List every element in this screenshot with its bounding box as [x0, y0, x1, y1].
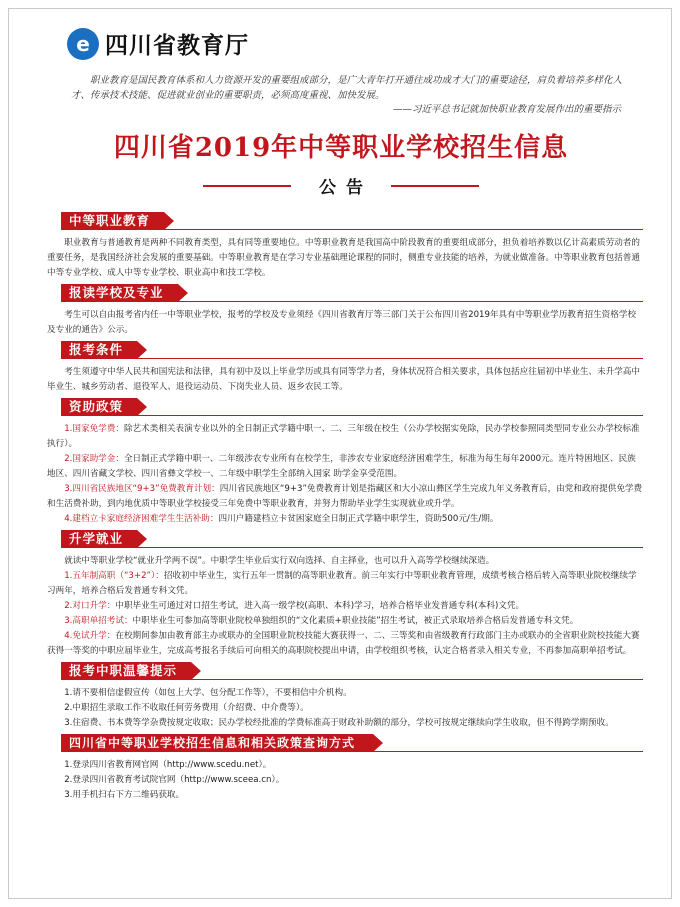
- logo-text: 四川省教育厅: [105, 33, 249, 59]
- item-text: 中职毕业生可通过对口招生考试，进入高一级学校(高职、本科)学习，培养合格毕业发普通专科(本科)文凭。: [115, 601, 525, 611]
- list-item: [47, 629, 643, 659]
- logo: [67, 27, 249, 60]
- section-header: [47, 341, 643, 361]
- list-item: [47, 422, 643, 452]
- poster: [8, 8, 672, 899]
- item-head: 4.免试升学：: [64, 631, 116, 641]
- quote-source: ——习近平总书记就加快职业教育发展作出的重要指示: [392, 104, 621, 115]
- list-item: [47, 482, 643, 512]
- section-label: 报读学校及专业: [61, 284, 178, 302]
- section-header: [47, 734, 643, 754]
- list-item: 1.请不要相信虚假宣传（如包上大学、包分配工作等），不要相信中介机构。: [64, 688, 352, 698]
- subtitle: 公告: [319, 178, 373, 198]
- item-text: 招收初中毕业生，实行五年一贯制的高等职业教育。前三年实行中等职业教育管理，成绩考核合格后转入高等职业院校继续学习两年，培养合格后发普通专科文凭。: [47, 571, 637, 596]
- section-header: [47, 284, 643, 304]
- item-text: 全日制正式学籍中职一、二年级涉农专业所有在校学生，非涉农专业家庭经济困难学生，标准为每生每年2000元。连片特困地区、民族地区、四川省藏文学校、四川省彝文学校一、二年级中职学生全部纳入国家 助学金享受范围。: [47, 454, 636, 479]
- item-head: 1.五年制高职（“3+2”）：: [64, 571, 164, 581]
- item-text: 四川省民族地区“9+3”免费教育计划是指藏区和大小凉山彝区学生完成九年义务教育后，由党和政府提供免学费和生活费补助，到内地优质中等职业学校接受三年免费中等职业教育，并努力帮助毕业学生实现就业或升学。: [47, 484, 643, 509]
- paragraph: 就读中等职业学校“就业升学两不误”。中职学生毕业后实行双向选择、自主择业，也可以升入高等学校继续深造。: [64, 556, 495, 566]
- page-title: 四川省2019年中等职业学校招生信息: [113, 133, 569, 163]
- item-head: 4.建档立卡家庭经济困难学生生活补助：: [64, 514, 219, 524]
- divider-left: [203, 185, 291, 187]
- list-item: [47, 569, 643, 599]
- section-label: 中等职业教育: [61, 212, 164, 230]
- item-head: 3.四川省民族地区“9+3”免费教育计划：: [64, 484, 220, 494]
- subtitle-row: [9, 173, 673, 198]
- quote-text: 职业教育是国民教育体系和人力资源开发的重要组成部分，是广大青年打开通往成功成才大门的重要途径，肩负着培养多样化人才、传承技术技能、促进就业创业的重要职责，必须高度重视、加快发展。: [71, 75, 623, 101]
- list-item: [47, 452, 643, 482]
- item-head: 3.高职单招考试：: [64, 616, 133, 626]
- section-label: 报考条件: [61, 341, 137, 359]
- list-item: [47, 512, 643, 527]
- item-text: 在校期间参加由教育部主办或联办的全国职业院校技能大赛获得一、二、三等奖和由省级教育行政部门主办或联办的全省职业院校技能大赛获得一等奖的中职应届毕业生，完成高考报名手续后可向相关的高职院校提出申请，由学校组织考核，认定合格者录入相关专业，不再参加高职单招考试。: [47, 631, 640, 656]
- list-item: [47, 599, 643, 614]
- list-item: 3.住宿费、书本费等学杂费按规定收取；民办学校经批准的学费标准高于财政补助额的部分，学校可按规定继续向学生收取，但不得跨学期预收。: [64, 718, 614, 728]
- list-item: 1.登录四川省教育网官网（http://www.scedu.net）。: [64, 760, 272, 770]
- section-header: [47, 398, 643, 418]
- item-text: 除艺术类相关表演专业以外的全日制正式学籍中职一、二、三年级在校生（公办学校据实免除，民办学校参照同类型同专业公办学校标准执行）。: [47, 424, 640, 449]
- item-head: 1.国家免学费：: [64, 424, 124, 434]
- paragraph: 考生须遵守中华人民共和国宪法和法律，具有初中及以上毕业学历或具有同等学力者，身体状况符合相关要求，具体包括应往届初中毕业生、未升学高中毕业生、城乡劳动者、退役军人、退役运动员、下岗失业人员、返乡农民工等。: [47, 367, 640, 392]
- section-header: [47, 212, 643, 232]
- item-head: 2.对口升学：: [64, 601, 116, 611]
- section-label: 升学就业: [61, 530, 137, 548]
- section-header: [47, 662, 643, 682]
- section-label: 报考中职温馨提示: [61, 662, 191, 680]
- divider-right: [391, 185, 479, 187]
- list-item: 2.登录四川省教育考试院官网（http://www.sceea.cn）。: [64, 775, 285, 785]
- section-header: [47, 530, 643, 550]
- section-label: 四川省中等职业学校招生信息和相关政策查询方式: [61, 734, 373, 752]
- paragraph: 考生可以自由报考省内任一中等职业学校，报考的学校及专业须经《四川省教育厅等三部门关于公布四川省2019年具有中等职业学历教育招生资格学校及专业的通告》公示。: [47, 310, 637, 335]
- list-item: [47, 614, 643, 629]
- content: [47, 209, 643, 803]
- item-text: 中职毕业生可参加高等职业院校单独组织的“文化素质+职业技能”招生考试，被正式录取培养合格后发普通专科文凭。: [132, 616, 579, 626]
- list-item: 2.中职招生录取工作不收取任何劳务费用（介绍费、中介费等）。: [64, 703, 309, 713]
- item-text: 四川户籍建档立卡贫困家庭全日制正式学籍中职学生，资助500元/生/期。: [218, 514, 499, 524]
- edu-logo-icon: e: [67, 28, 99, 60]
- item-head: 2.国家助学金：: [64, 454, 124, 464]
- paragraph: 职业教育与普通教育是两种不同教育类型，具有同等重要地位。中等职业教育是我国高中阶段教育的重要组成部分，担负着培养数以亿计高素质劳动者的重要任务，是我国经济社会发展的重要基础。中等职业教育是在学习专业基础理论课程的同时，侧重专业技能的培养，为就业做准备。中等职业教育包括普通中等专业学校、成人中等专业学校、职业高中和技工学校。: [47, 238, 640, 278]
- list-item: 3.用手机扫右下方二维码获取。: [64, 790, 185, 800]
- section-label: 资助政策: [61, 398, 137, 416]
